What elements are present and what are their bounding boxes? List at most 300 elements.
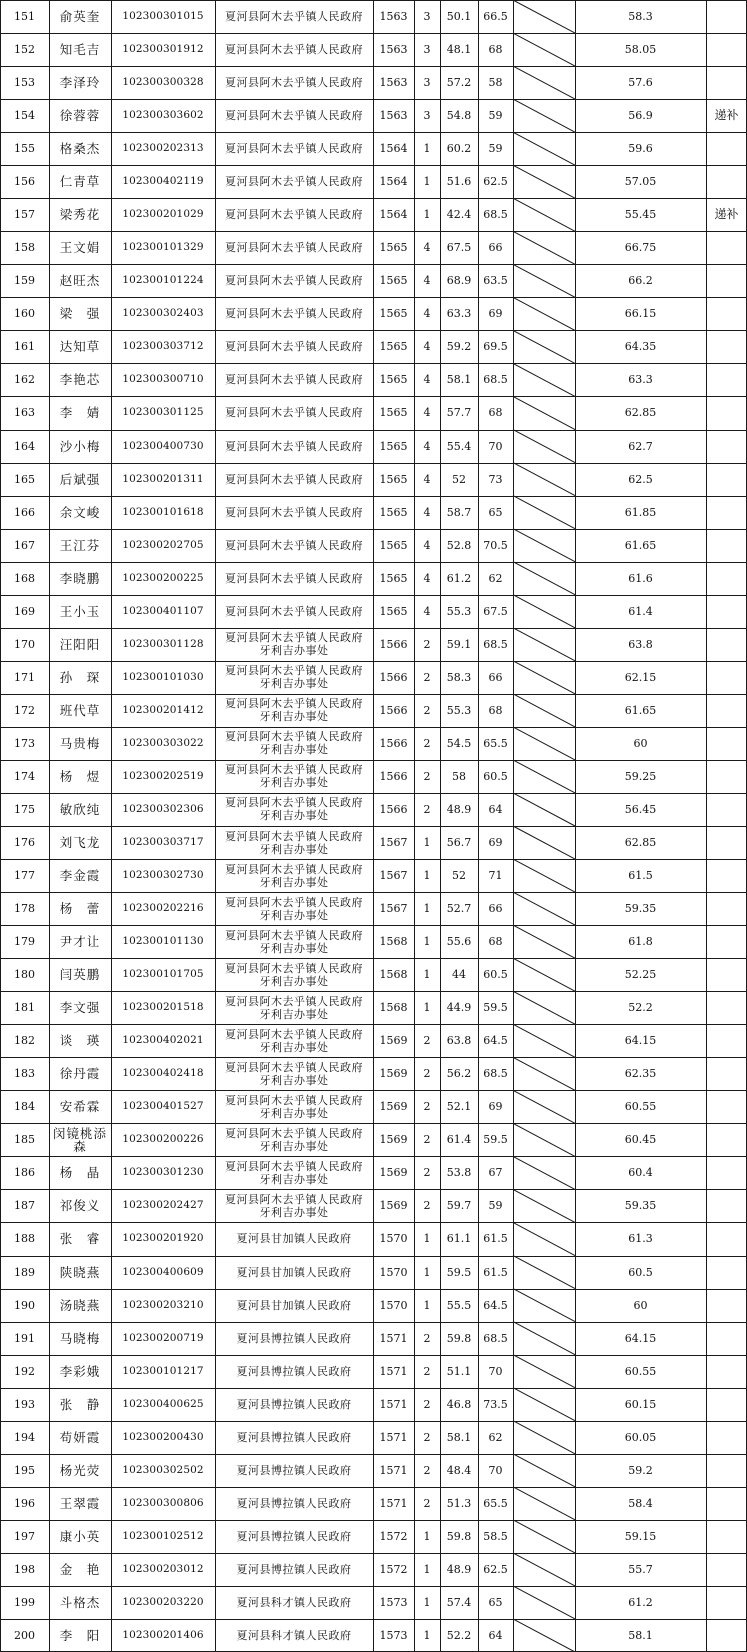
post-code-cell: 1572 [379,1562,408,1576]
name-cell: 李艳芯 [59,372,101,388]
exam-id-cell: 102300301912 [122,43,204,56]
interview-score-cell: 70 [488,1364,503,1378]
employer-cell: 夏河县阿木去乎镇人民政府 [225,175,363,189]
quota-cell: 2 [423,1166,431,1180]
written-score-cell: 51.1 [446,1364,472,1378]
post-code-cell: 1565 [379,472,408,486]
seq-cell: 155 [14,142,35,156]
employer-cell: 夏河县阿木去乎镇人民政府 [225,472,363,486]
diagonal-strike [513,1222,575,1255]
total-score-cell: 66.15 [624,307,657,321]
interview-score-cell: 63.5 [483,274,508,288]
employer-cell: 夏河县博拉镇人民政府 [236,1430,352,1444]
post-code-cell: 1570 [379,1232,408,1246]
seq-cell: 160 [14,307,35,321]
interview-score-cell: 59 [488,1199,503,1213]
employer-cell: 夏河县阿木去乎镇人民政府 牙利吉办事处 [225,928,363,955]
interview-score-cell: 64.5 [483,1298,508,1312]
name-cell: 祁俊义 [59,1198,101,1214]
quota-cell: 4 [423,538,431,552]
interview-score-cell: 69 [488,307,503,321]
name-cell: 梁秀花 [59,207,101,223]
interview-score-cell: 70.5 [483,538,508,552]
total-score-cell: 62.7 [628,439,653,453]
employer-cell: 夏河县阿木去乎镇人民政府 牙利吉办事处 [225,1192,363,1219]
interview-score-cell: 73.5 [483,1397,508,1411]
written-score-cell: 58.3 [446,670,472,684]
total-score-cell: 60.05 [624,1430,657,1444]
diagonal-strike [513,165,575,198]
seq-cell: 193 [14,1397,35,1411]
diagonal-strike [513,1520,575,1553]
post-code-cell: 1565 [379,274,408,288]
name-cell: 王小玉 [59,603,101,619]
written-score-cell: 56.2 [446,1067,472,1081]
seq-cell: 185 [14,1133,35,1147]
name-cell: 梁 强 [59,306,101,322]
written-score-cell: 61.1 [446,1232,472,1246]
written-score-cell: 44 [452,968,466,982]
post-code-cell: 1565 [379,538,408,552]
total-score-cell: 55.7 [628,1562,653,1576]
seq-cell: 181 [14,1001,35,1015]
quota-cell: 3 [423,43,431,57]
post-code-cell: 1564 [379,142,408,156]
interview-score-cell: 66 [488,670,503,684]
name-cell: 格桑杰 [59,141,101,157]
name-cell: 知毛吉 [59,42,101,58]
employer-cell: 夏河县阿木去乎镇人民政府 [225,439,363,453]
seq-cell: 167 [14,538,35,552]
seq-cell: 172 [14,703,35,717]
name-cell: 马晓梅 [59,1330,101,1346]
interview-score-cell: 66 [488,902,503,916]
interview-score-cell: 64 [488,802,503,816]
exam-id-cell: 102300200430 [122,1430,204,1443]
employer-cell: 夏河县博拉镇人民政府 [236,1496,352,1510]
post-code-cell: 1563 [379,76,408,90]
diagonal-strike [513,99,575,132]
quota-cell: 4 [423,604,431,618]
seq-cell: 192 [14,1364,35,1378]
written-score-cell: 55.5 [446,1298,472,1312]
name-cell: 苟妍霞 [59,1429,101,1445]
quota-cell: 2 [423,1496,431,1510]
post-code-cell: 1565 [379,439,408,453]
post-code-cell: 1567 [379,836,408,850]
total-score-cell: 52.2 [628,1001,653,1015]
seq-cell: 156 [14,175,35,189]
seq-cell: 198 [14,1562,35,1576]
employer-cell: 夏河县阿木去乎镇人民政府 牙利吉办事处 [225,796,363,823]
quota-cell: 1 [423,1562,431,1576]
remark-cell: 递补 [714,207,739,222]
post-code-cell: 1573 [379,1628,408,1642]
diagonal-strike [513,1289,575,1322]
quota-cell: 1 [423,208,431,222]
post-code-cell: 1565 [379,241,408,255]
written-score-cell: 63.3 [446,307,472,321]
exam-id-cell: 102300303022 [122,736,204,749]
total-score-cell: 59.35 [624,1199,657,1213]
name-cell: 杨光荧 [59,1462,101,1478]
total-score-cell: 60.55 [624,1364,657,1378]
exam-id-cell: 102300301230 [122,1166,204,1179]
employer-cell: 夏河县阿木去乎镇人民政府 [225,307,363,321]
diagonal-strike [513,1421,575,1454]
post-code-cell: 1569 [379,1034,408,1048]
interview-score-cell: 66.5 [483,10,508,24]
remark-cell: 递补 [714,108,739,123]
written-score-cell: 68.9 [446,274,472,288]
total-score-cell: 59.6 [628,142,653,156]
post-code-cell: 1566 [379,637,408,651]
written-score-cell: 51.3 [446,1496,472,1510]
total-score-cell: 61.3 [628,1232,653,1246]
exam-id-cell: 102300201518 [122,1001,204,1014]
diagonal-strike [513,264,575,297]
quota-cell: 4 [423,439,431,453]
quota-cell: 4 [423,274,431,288]
post-code-cell: 1564 [379,175,408,189]
exam-id-cell: 102300101224 [122,274,204,287]
seq-cell: 191 [14,1331,35,1345]
interview-score-cell: 62 [488,571,503,585]
diagonal-strike [513,231,575,264]
written-score-cell: 60.2 [446,142,472,156]
total-score-cell: 61.85 [624,505,657,519]
interview-score-cell: 59.5 [483,1133,508,1147]
name-cell: 仁青草 [59,174,101,190]
name-cell: 李文强 [59,1000,101,1016]
diagonal-strike [513,529,575,562]
interview-score-cell: 65 [488,1595,503,1609]
quota-cell: 4 [423,373,431,387]
name-cell: 张 静 [59,1396,101,1412]
total-score-cell: 63.3 [628,373,653,387]
exam-id-cell: 102300400730 [122,439,204,452]
post-code-cell: 1571 [379,1463,408,1477]
post-code-cell: 1568 [379,935,408,949]
name-cell: 班代草 [59,702,101,718]
name-cell: 谈 瑛 [59,1033,101,1049]
written-score-cell: 56.7 [446,836,472,850]
employer-cell: 夏河县甘加镇人民政府 [236,1232,352,1246]
interview-score-cell: 62.5 [483,175,508,189]
exam-id-cell: 102300303712 [122,340,204,353]
quota-cell: 2 [423,736,431,750]
seq-cell: 175 [14,802,35,816]
employer-cell: 夏河县阿木去乎镇人民政府 [225,241,363,255]
total-score-cell: 58.05 [624,43,657,57]
written-score-cell: 59.1 [446,637,472,651]
interview-score-cell: 65.5 [483,1496,508,1510]
employer-cell: 夏河县阿木去乎镇人民政府 牙利吉办事处 [225,961,363,988]
diagonal-strike [513,727,575,760]
seq-cell: 188 [14,1232,35,1246]
seq-cell: 199 [14,1595,35,1609]
quota-cell: 2 [423,769,431,783]
written-score-cell: 55.3 [446,604,472,618]
exam-id-cell: 102300202216 [122,902,204,915]
employer-cell: 夏河县阿木去乎镇人民政府 牙利吉办事处 [225,862,363,889]
employer-cell: 夏河县阿木去乎镇人民政府 [225,505,363,519]
name-cell: 汤晓燕 [59,1297,101,1313]
seq-cell: 163 [14,406,35,420]
exam-id-cell: 102300201412 [122,703,204,716]
seq-cell: 197 [14,1529,35,1543]
exam-id-cell: 102300400625 [122,1397,204,1410]
name-cell: 杨 晶 [59,1165,101,1181]
exam-id-cell: 102300202705 [122,538,204,551]
quota-cell: 1 [423,935,431,949]
employer-cell: 夏河县阿木去乎镇人民政府 牙利吉办事处 [225,763,363,790]
post-code-cell: 1565 [379,340,408,354]
employer-cell: 夏河县阿木去乎镇人民政府 牙利吉办事处 [225,1060,363,1087]
name-cell: 汪阳阳 [59,636,101,652]
interview-score-cell: 67 [488,1166,503,1180]
total-score-cell: 66.75 [624,241,657,255]
employer-cell: 夏河县博拉镇人民政府 [236,1463,352,1477]
exam-id-cell: 102300300806 [122,1496,204,1509]
written-score-cell: 59.2 [446,340,472,354]
interview-score-cell: 69 [488,836,503,850]
diagonal-strike [513,33,575,66]
employer-cell: 夏河县阿木去乎镇人民政府 牙利吉办事处 [225,1159,363,1186]
seq-cell: 151 [14,10,35,24]
total-score-cell: 60.5 [628,1265,653,1279]
written-score-cell: 63.8 [446,1034,472,1048]
post-code-cell: 1565 [379,604,408,618]
interview-score-cell: 69 [488,1100,503,1114]
diagonal-strike [513,198,575,231]
interview-score-cell: 68.5 [483,1331,508,1345]
quota-cell: 2 [423,802,431,816]
name-cell: 俞英奎 [59,9,101,25]
name-cell: 徐蓉蓉 [59,108,101,124]
seq-cell: 182 [14,1034,35,1048]
exam-id-cell: 102300303602 [122,109,204,122]
interview-score-cell: 59.5 [483,1001,508,1015]
seq-cell: 180 [14,968,35,982]
employer-cell: 夏河县阿木去乎镇人民政府 [225,10,363,24]
exam-id-cell: 102300303717 [122,836,204,849]
quota-cell: 1 [423,175,431,189]
written-score-cell: 57.7 [446,406,472,420]
post-code-cell: 1569 [379,1166,408,1180]
seq-cell: 190 [14,1298,35,1312]
quota-cell: 4 [423,571,431,585]
quota-cell: 3 [423,109,431,123]
exam-id-cell: 102300300328 [122,76,204,89]
employer-cell: 夏河县博拉镇人民政府 [236,1529,352,1543]
seq-cell: 165 [14,472,35,486]
written-score-cell: 53.8 [446,1166,472,1180]
total-score-cell: 61.2 [628,1595,653,1609]
written-score-cell: 58.7 [446,505,472,519]
employer-cell: 夏河县博拉镇人民政府 [236,1364,352,1378]
total-score-cell: 59.15 [624,1529,657,1543]
quota-cell: 4 [423,505,431,519]
diagonal-strike [513,760,575,793]
exam-id-cell: 102300401527 [122,1100,204,1113]
name-cell: 孙 琛 [59,669,101,685]
total-score-cell: 56.45 [624,802,657,816]
total-score-cell: 60.4 [628,1166,653,1180]
quota-cell: 2 [423,1133,431,1147]
post-code-cell: 1571 [379,1364,408,1378]
seq-cell: 164 [14,439,35,453]
total-score-cell: 61.4 [628,604,653,618]
seq-cell: 154 [14,109,35,123]
post-code-cell: 1566 [379,670,408,684]
exam-id-cell: 102300200226 [122,1133,204,1146]
quota-cell: 1 [423,902,431,916]
diagonal-strike [513,892,575,925]
written-score-cell: 52 [452,869,466,883]
exam-id-cell: 102300201406 [122,1628,204,1641]
diagonal-strike [513,925,575,958]
employer-cell: 夏河县阿木去乎镇人民政府 牙利吉办事处 [225,1126,363,1153]
employer-cell: 夏河县阿木去乎镇人民政府 [225,142,363,156]
written-score-cell: 57.2 [446,76,472,90]
total-score-cell: 63.8 [628,637,653,651]
post-code-cell: 1563 [379,43,408,57]
post-code-cell: 1565 [379,307,408,321]
seq-cell: 158 [14,241,35,255]
interview-score-cell: 68.5 [483,373,508,387]
interview-score-cell: 64.5 [483,1034,508,1048]
quota-cell: 2 [423,637,431,651]
quota-cell: 1 [423,142,431,156]
post-code-cell: 1569 [379,1199,408,1213]
employer-cell: 夏河县阿木去乎镇人民政府 [225,373,363,387]
employer-cell: 夏河县阿木去乎镇人民政府 [225,43,363,57]
exam-id-cell: 102300301125 [122,406,204,419]
name-cell: 余文峻 [59,504,101,520]
diagonal-strike [513,595,575,628]
post-code-cell: 1568 [379,1001,408,1015]
exam-id-cell: 102300302306 [122,802,204,815]
written-score-cell: 52.1 [446,1100,472,1114]
exam-id-cell: 102300101618 [122,505,204,518]
employer-cell: 夏河县阿木去乎镇人民政府 [225,274,363,288]
interview-score-cell: 68.5 [483,637,508,651]
written-score-cell: 61.4 [446,1133,472,1147]
employer-cell: 夏河县博拉镇人民政府 [236,1331,352,1345]
diagonal-strike [513,628,575,661]
interview-score-cell: 70 [488,1463,503,1477]
diagonal-strike [513,991,575,1024]
employer-cell: 夏河县阿木去乎镇人民政府 牙利吉办事处 [225,664,363,691]
diagonal-strike [513,1454,575,1487]
total-score-cell: 61.65 [624,538,657,552]
name-cell: 李金霞 [59,868,101,884]
seq-cell: 166 [14,505,35,519]
diagonal-strike [513,1256,575,1289]
diagonal-strike [513,1553,575,1586]
total-score-cell: 60.45 [624,1133,657,1147]
name-cell: 王翠霞 [59,1495,101,1511]
total-score-cell: 55.45 [624,208,657,222]
written-score-cell: 67.5 [446,241,472,255]
exam-id-cell: 102300301015 [122,10,204,23]
exam-id-cell: 102300401107 [122,604,204,617]
exam-id-cell: 102300101217 [122,1364,204,1377]
quota-cell: 4 [423,472,431,486]
quota-cell: 2 [423,1034,431,1048]
written-score-cell: 59.8 [446,1529,472,1543]
seq-cell: 152 [14,43,35,57]
written-score-cell: 52.8 [446,538,472,552]
exam-id-cell: 102300300710 [122,373,204,386]
employer-cell: 夏河县阿木去乎镇人民政府 牙利吉办事处 [225,730,363,757]
interview-score-cell: 68 [488,935,503,949]
diagonal-strike [513,1355,575,1388]
seq-cell: 184 [14,1100,35,1114]
name-cell: 杨 蕾 [59,901,101,917]
seq-cell: 171 [14,670,35,684]
exam-id-cell: 102300203012 [122,1562,204,1575]
written-score-cell: 58.1 [446,373,472,387]
interview-score-cell: 61.5 [483,1265,508,1279]
exam-id-cell: 102300402119 [122,175,204,188]
written-score-cell: 54.5 [446,736,472,750]
written-score-cell: 46.8 [446,1397,472,1411]
employer-cell: 夏河县阿木去乎镇人民政府 [225,406,363,420]
post-code-cell: 1570 [379,1298,408,1312]
employer-cell: 夏河县阿木去乎镇人民政府 牙利吉办事处 [225,1027,363,1054]
exam-id-cell: 102300203210 [122,1298,204,1311]
diagonal-strike [513,330,575,363]
post-code-cell: 1565 [379,406,408,420]
interview-score-cell: 62 [488,1430,503,1444]
quota-cell: 1 [423,836,431,850]
name-cell: 李泽玲 [59,75,101,91]
employer-cell: 夏河县阿木去乎镇人民政府 [225,571,363,585]
written-score-cell: 50.1 [446,10,472,24]
employer-cell: 夏河县阿木去乎镇人民政府 [225,76,363,90]
quota-cell: 4 [423,307,431,321]
employer-cell: 夏河县阿木去乎镇人民政府 牙利吉办事处 [225,1093,363,1120]
post-code-cell: 1571 [379,1331,408,1345]
employer-cell: 夏河县阿木去乎镇人民政府 [225,538,363,552]
name-cell: 徐丹霞 [59,1066,101,1082]
quota-cell: 2 [423,670,431,684]
diagonal-strike [513,859,575,892]
seq-cell: 194 [14,1430,35,1444]
post-code-cell: 1572 [379,1529,408,1543]
total-score-cell: 66.2 [628,274,653,288]
total-score-cell: 61.5 [628,869,653,883]
diagonal-strike [513,1156,575,1189]
quota-cell: 4 [423,241,431,255]
quota-cell: 1 [423,869,431,883]
employer-cell: 夏河县阿木去乎镇人民政府 [225,109,363,123]
exam-id-cell: 102300202427 [122,1199,204,1212]
quota-cell: 2 [423,1199,431,1213]
exam-id-cell: 102300201311 [122,472,204,485]
quota-cell: 1 [423,1628,431,1642]
interview-score-cell: 68 [488,406,503,420]
name-cell: 敏欣纯 [59,801,101,817]
total-score-cell: 62.15 [624,670,657,684]
quota-cell: 2 [423,1430,431,1444]
written-score-cell: 54.8 [446,109,472,123]
interview-score-cell: 73 [488,472,503,486]
name-cell: 李晓鹏 [59,570,101,586]
interview-score-cell: 68.5 [483,208,508,222]
